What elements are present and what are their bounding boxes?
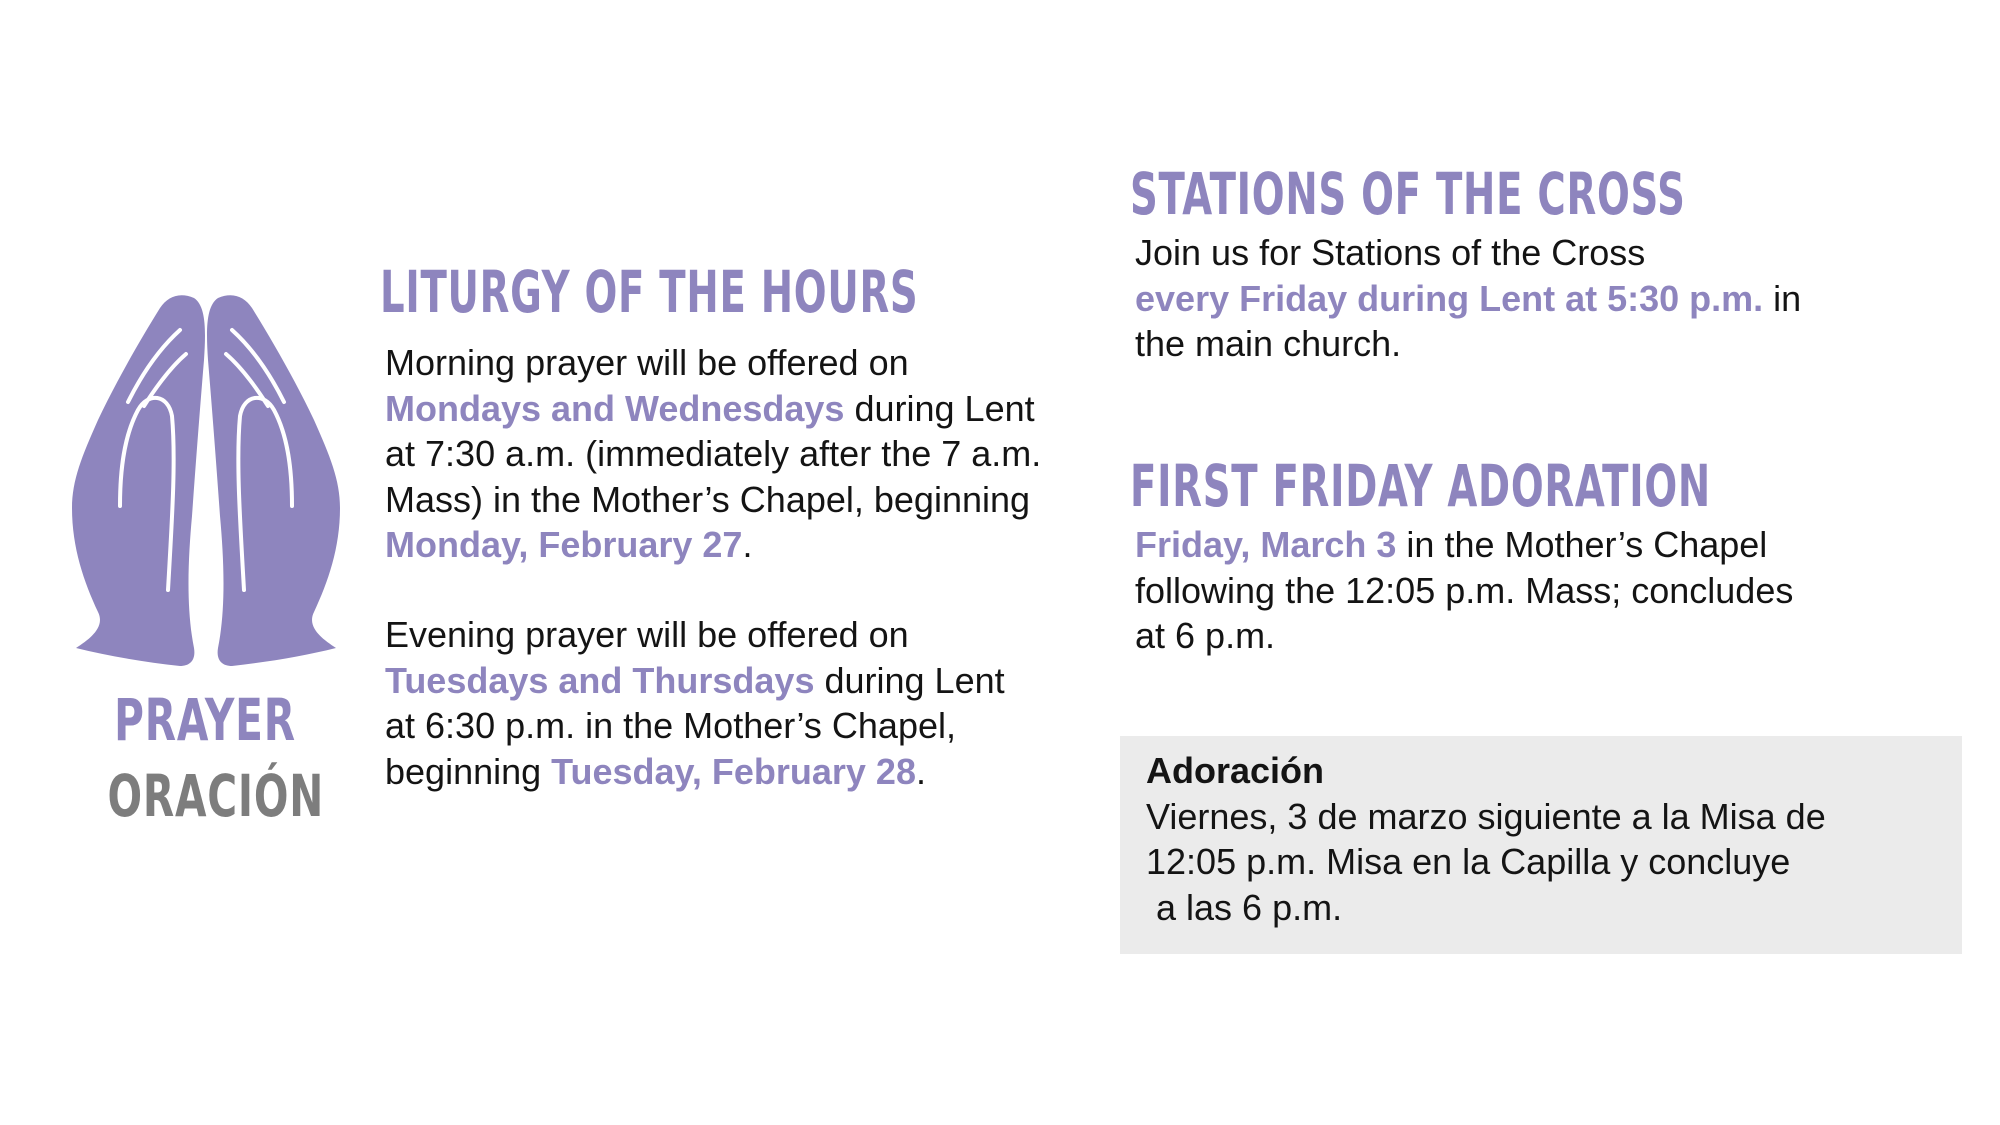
side-title-oracion: ORACIÓN <box>107 762 325 830</box>
evening-line-3: at 6:30 p.m. in the Mother’s Chapel, <box>385 705 956 746</box>
spanish-line-3: a las 6 p.m. <box>1146 886 1343 928</box>
stations-when: every Friday during Lent at 5:30 p.m. <box>1135 277 1764 319</box>
evening-line-4: beginning <box>385 750 552 792</box>
morning-line-3: at 7:30 a.m. (immediately after the 7 a.m. <box>385 433 1042 474</box>
adoration-line-2: following the 12:05 p.m. Mass; concludes <box>1135 569 1794 611</box>
evening-end: . <box>915 750 926 792</box>
evening-line-1: Evening prayer will be offered on <box>385 614 909 655</box>
adoration-date: Friday, March 3 <box>1135 524 1397 565</box>
praying-hands-icon <box>68 290 344 668</box>
liturgy-heading: LITURGY OF THE HOURS <box>380 258 919 326</box>
morning-prayer-text <box>385 340 1085 568</box>
stations-text <box>1135 230 1855 367</box>
stations-line-1: Join us for Stations of the Cross <box>1135 232 1646 273</box>
adoration-line-1: in the Mother’s Chapel <box>1396 524 1768 565</box>
stations-heading: STATIONS OF THE CROSS <box>1130 160 1686 228</box>
morning-end: . <box>742 524 753 565</box>
adoration-line-3: at 6 p.m. <box>1135 615 1276 656</box>
morning-line-2: during Lent <box>844 387 1035 429</box>
morning-days: Mondays and Wednesdays <box>385 387 845 429</box>
spanish-title: Adoración <box>1146 750 1325 791</box>
evening-start-date: Tuesday, February 28 <box>551 750 916 792</box>
spanish-line-2: 12:05 p.m. Misa en la Capilla y concluye <box>1146 841 1791 882</box>
adoration-text <box>1135 522 1855 659</box>
stations-line-2: in <box>1763 277 1802 319</box>
spanish-line-1: Viernes, 3 de marzo siguiente a la Misa de <box>1146 795 1826 837</box>
evening-days: Tuesdays and Thursdays <box>385 659 815 701</box>
morning-line-1: Morning prayer will be offered on <box>385 342 909 383</box>
adoration-heading: FIRST FRIDAY ADORATION <box>1130 452 1711 520</box>
evening-line-2: during Lent <box>814 659 1005 701</box>
morning-start-date: Monday, February 27 <box>385 524 743 565</box>
left-hand-shape <box>72 295 205 666</box>
spanish-adoration-text <box>1146 748 1946 930</box>
spanish-adoration-box <box>1120 736 1962 954</box>
morning-line-4: Mass) in the Mother’s Chapel, beginning <box>385 478 1031 520</box>
stations-line-3: the main church. <box>1135 323 1402 364</box>
evening-prayer-text <box>385 612 1085 794</box>
side-title-prayer: PRAYER <box>114 686 296 754</box>
right-hand-shape <box>207 295 340 666</box>
